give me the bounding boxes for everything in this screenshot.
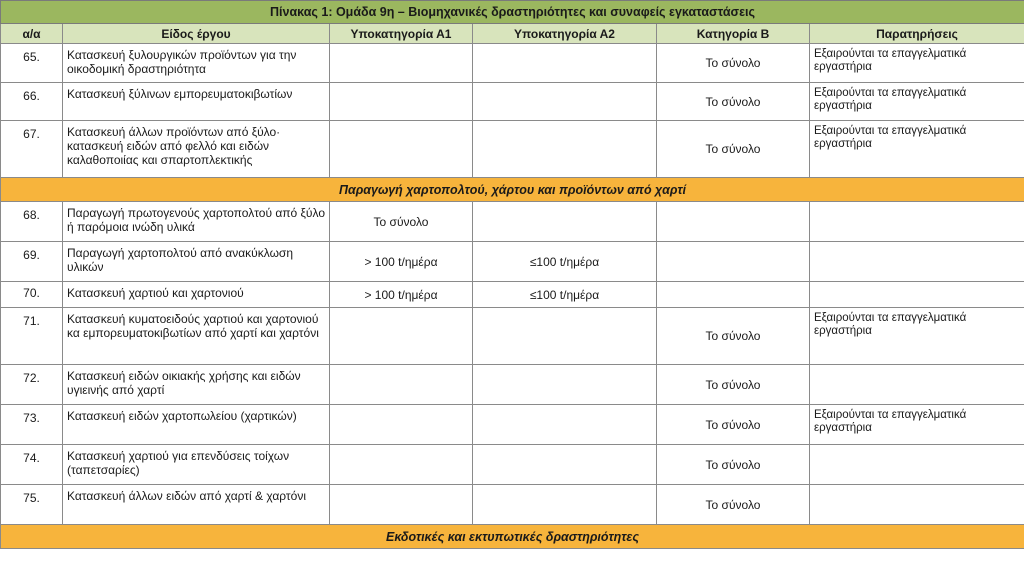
row-number: 70. — [1, 282, 63, 308]
table-row — [1, 308, 1024, 365]
row-number: 73. — [1, 405, 63, 445]
row-a2 — [473, 485, 657, 525]
header-a1: Υποκατηγορία Α1 — [330, 24, 473, 44]
row-a2: ≤100 t/ημέρα — [473, 242, 657, 282]
row-notes — [810, 202, 1024, 242]
row-number: 69. — [1, 242, 63, 282]
table-row — [1, 202, 1024, 242]
row-notes: Εξαιρούνται τα επαγγελματικά εργαστήρια — [810, 405, 1024, 445]
row-number: 67. — [1, 121, 63, 178]
header-type: Είδος έργου — [63, 24, 330, 44]
table-title: Πίνακας 1: Ομάδα 9η – Βιομηχανικές δραστηριότητες και συναφείς εγκαταστάσεις — [1, 1, 1024, 24]
section-row — [1, 178, 1024, 202]
row-a2 — [473, 445, 657, 485]
row-number: 74. — [1, 445, 63, 485]
row-description: Κατασκευή ειδών χαρτοπωλείου (χαρτικών) — [63, 405, 330, 445]
table-row — [1, 44, 1024, 83]
row-description: Παραγωγή πρωτογενούς χαρτοπολτού από ξύλο ή παρόμοια ινώδη υλικά — [63, 202, 330, 242]
row-b: Το σύνολο — [657, 445, 810, 485]
row-description: Κατασκευή κυματοειδούς χαρτιού και χαρτονιού κα εμπορευματοκιβωτίων από χαρτί και χαρτόνι — [63, 308, 330, 365]
row-a2 — [473, 308, 657, 365]
row-description: Κατασκευή άλλων προϊόντων από ξύλο· κατασκευή ειδών από φελλό και ειδών καλαθοποιίας και σπαρτοπλεκτικής — [63, 121, 330, 178]
row-b: Το σύνολο — [657, 83, 810, 121]
row-a1 — [330, 365, 473, 405]
row-b: Το σύνολο — [657, 44, 810, 83]
row-notes: Εξαιρούνται τα επαγγελματικά εργαστήρια — [810, 83, 1024, 121]
row-number: 65. — [1, 44, 63, 83]
row-b: Το σύνολο — [657, 308, 810, 365]
row-a1 — [330, 445, 473, 485]
row-number: 68. — [1, 202, 63, 242]
row-a2 — [473, 365, 657, 405]
row-a1 — [330, 121, 473, 178]
header-row — [1, 24, 1024, 44]
table-row — [1, 242, 1024, 282]
row-a2 — [473, 83, 657, 121]
row-notes — [810, 365, 1024, 405]
row-a2 — [473, 44, 657, 83]
section-heading: Παραγωγή χαρτοπολτού, χάρτου και προϊόντων από χαρτί — [1, 178, 1024, 202]
table-title-row — [1, 1, 1024, 24]
row-a2 — [473, 405, 657, 445]
table-row — [1, 485, 1024, 525]
row-b — [657, 282, 810, 308]
header-notes: Παρατηρήσεις — [810, 24, 1024, 44]
row-a1: > 100 t/ημέρα — [330, 242, 473, 282]
table-row — [1, 405, 1024, 445]
table-row — [1, 121, 1024, 178]
row-notes: Εξαιρούνται τα επαγγελματικά εργαστήρια — [810, 121, 1024, 178]
row-description: Κατασκευή ξύλινων εμπορευματοκιβωτίων — [63, 83, 330, 121]
row-b: Το σύνολο — [657, 121, 810, 178]
table-row — [1, 365, 1024, 405]
section-heading: Εκδοτικές και εκτυπωτικές δραστηριότητες — [1, 525, 1024, 549]
row-a1: > 100 t/ημέρα — [330, 282, 473, 308]
table-row — [1, 282, 1024, 308]
row-b: Το σύνολο — [657, 405, 810, 445]
row-b — [657, 242, 810, 282]
row-a1 — [330, 83, 473, 121]
row-notes — [810, 445, 1024, 485]
row-a1 — [330, 308, 473, 365]
row-number: 71. — [1, 308, 63, 365]
header-aa: α/α — [1, 24, 63, 44]
row-a1 — [330, 405, 473, 445]
row-a2 — [473, 202, 657, 242]
table-row — [1, 445, 1024, 485]
row-a1 — [330, 44, 473, 83]
section-row — [1, 525, 1024, 549]
row-b: Το σύνολο — [657, 365, 810, 405]
row-description: Παραγωγή χαρτοπολτού από ανακύκλωση υλικών — [63, 242, 330, 282]
row-notes — [810, 485, 1024, 525]
row-description: Κατασκευή ξυλουργικών προϊόντων για την οικοδομική δραστηριότητα — [63, 44, 330, 83]
row-description: Κατασκευή χαρτιού για επενδύσεις τοίχων (ταπετσαρίες) — [63, 445, 330, 485]
row-description: Κατασκευή χαρτιού και χαρτονιού — [63, 282, 330, 308]
header-b: Κατηγορία Β — [657, 24, 810, 44]
row-a1: Το σύνολο — [330, 202, 473, 242]
row-number: 66. — [1, 83, 63, 121]
row-b: Το σύνολο — [657, 485, 810, 525]
header-a2: Υποκατηγορία Α2 — [473, 24, 657, 44]
row-a2: ≤100 t/ημέρα — [473, 282, 657, 308]
row-a1 — [330, 485, 473, 525]
row-notes — [810, 242, 1024, 282]
row-number: 75. — [1, 485, 63, 525]
row-b — [657, 202, 810, 242]
row-notes: Εξαιρούνται τα επαγγελματικά εργαστήρια — [810, 308, 1024, 365]
row-a2 — [473, 121, 657, 178]
table-row — [1, 83, 1024, 121]
row-description: Κατασκευή ειδών οικιακής χρήσης και ειδών υγιεινής από χαρτί — [63, 365, 330, 405]
row-number: 72. — [1, 365, 63, 405]
row-notes: Εξαιρούνται τα επαγγελματικά εργαστήρια — [810, 44, 1024, 83]
row-notes — [810, 282, 1024, 308]
row-description: Κατασκευή άλλων ειδών από χαρτί & χαρτόνι — [63, 485, 330, 525]
